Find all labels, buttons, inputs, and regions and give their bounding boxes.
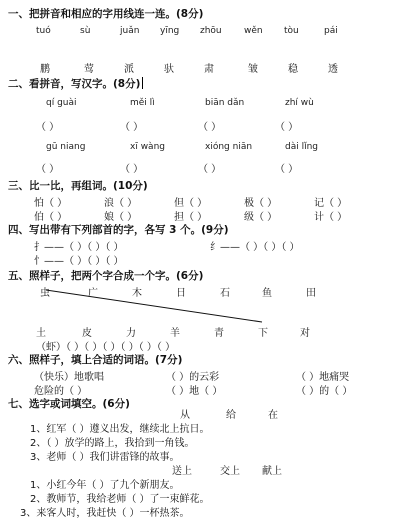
q1-pinyin: zhōu (200, 26, 222, 36)
q1-char: 肃 (204, 64, 214, 75)
q7-sentence: 2、（ ）放学的路上，我拾到一角钱。 (30, 438, 195, 449)
q4-radical-row: 纟——（ ）（ ）（ ） (210, 242, 300, 253)
q2-heading: 二、看拼音，写汉字。(8分) (8, 76, 143, 91)
q3-item: 担（ ） (174, 212, 208, 223)
q2-pinyin: zhí wù (285, 98, 314, 108)
q7-word-choice: 从 (180, 410, 190, 421)
q2-answer-box[interactable]: （ ） (275, 164, 299, 175)
q5-answers[interactable]: （虾）（ ）（ ）（ ）（ ）（ ）（ ） (36, 342, 176, 353)
q5-bottom-char: 对 (300, 328, 310, 339)
q3-item: 怕（ ） (34, 198, 68, 209)
q6-item: 危险的（ ） (34, 386, 88, 397)
q5-top-char: 广 (88, 288, 98, 299)
q5-top-char: 田 (306, 288, 316, 299)
q1-pinyin: juǎn (120, 26, 140, 36)
q3-item: 伯（ ） (34, 212, 68, 223)
q1-char: 派 (124, 64, 134, 75)
q2-answer-box[interactable]: （ ） (198, 164, 222, 175)
q7-word-choice: 在 (268, 410, 278, 421)
q5-top-char: 石 (220, 288, 230, 299)
q3-item: 浪（ ） (104, 198, 138, 209)
q1-char: 莺 (84, 64, 94, 75)
q2-answer-box[interactable]: （ ） (120, 122, 144, 133)
q7-word-choice: 给 (226, 410, 236, 421)
q3-item: 娘（ ） (104, 212, 138, 223)
q2-pinyin: xī wàng (130, 142, 165, 152)
q7-heading: 七、选字或词填空。(6分) (8, 398, 130, 410)
q5-top-char: 虫 (40, 288, 50, 299)
q1-heading: 一、把拼音和相应的字用线连一连。(8分) (8, 8, 204, 20)
q6-item: （ ）的（ ） (296, 386, 353, 397)
q3-item: 级（ ） (244, 212, 278, 223)
q4-radical-row: 扌——（ ）（ ）（ ） (34, 242, 124, 253)
q3-item: 计（ ） (314, 212, 348, 223)
q6-item: （ ）的云彩 (166, 372, 220, 383)
q3-item: 记（ ） (314, 198, 348, 209)
q5-bottom-char: 下 (258, 328, 268, 339)
q1-char: 驮 (164, 64, 174, 75)
q2-answer-box[interactable]: （ ） (198, 122, 222, 133)
q6-item: （快乐）地歌唱 (34, 372, 104, 383)
q6-heading: 六、照样子，填上合适的词语。(7分) (8, 354, 183, 366)
q2-answer-box[interactable]: （ ） (36, 164, 60, 175)
q4-radical-row: 忄——（ ）（ ）（ ） (34, 256, 124, 267)
q2-pinyin: gū niang (46, 142, 86, 152)
q5-heading: 五、照样子，把两个字合成一个字。(6分) (8, 270, 204, 282)
q3-heading: 三、比一比，再组词。(10分) (8, 180, 148, 192)
q2-pinyin: qí guài (46, 98, 77, 108)
q7-sentence: 2、教师节，我给老师（ ）了一束鲜花。 (30, 494, 210, 505)
q4-heading: 四、写出带有下列部首的字，各写 3 个。(9分) (8, 224, 229, 236)
q7-sentence: 1、红军（ ）遵义出发，继续北上抗日。 (30, 424, 210, 435)
q6-item: （ ）地（ ） (166, 386, 223, 397)
q1-pinyin: yīng (160, 26, 180, 36)
q1-pinyin: sù (80, 26, 91, 36)
q1-pinyin: pái (324, 26, 338, 36)
q1-pinyin: tòu (284, 26, 299, 36)
q1-pinyin: tuó (36, 26, 51, 36)
q5-top-char: 鱼 (262, 288, 272, 299)
q7-sentence: 3、老师（ ）我们讲雷锋的故事。 (30, 452, 180, 463)
q2-pinyin: biān dǎn (205, 98, 245, 108)
q5-bottom-char: 青 (214, 328, 224, 339)
q5-bottom-char: 力 (126, 328, 136, 339)
q1-pinyin: wěn (244, 26, 263, 36)
q2-answer-box[interactable]: （ ） (275, 122, 299, 133)
q7-word-choice: 送上 (172, 466, 192, 477)
q1-char: 鹏 (40, 64, 50, 75)
q7-sentence: 1、小红今年（ ）了九个新朋友。 (30, 480, 180, 491)
q5-bottom-char: 羊 (170, 328, 180, 339)
q3-item: 极（ ） (244, 198, 278, 209)
q2-pinyin: dài lǐng (285, 142, 319, 152)
q1-char: 透 (328, 64, 338, 75)
q7-sentence: 3、来客人时，我赶快（ ）一杯热茶。 (20, 508, 190, 519)
q5-top-char: 木 (132, 288, 142, 299)
q5-bottom-char: 土 (36, 328, 46, 339)
q6-item: （ ）地痛哭 (296, 372, 350, 383)
q3-item: 但（ ） (174, 198, 208, 209)
q1-char: 皱 (248, 64, 258, 75)
q7-word-choice: 献上 (262, 466, 282, 477)
q2-pinyin: měi lì (130, 98, 155, 108)
q2-pinyin: xióng niān (205, 142, 253, 152)
q2-answer-box[interactable]: （ ） (120, 164, 144, 175)
q7-word-choice: 交上 (220, 466, 240, 477)
q2-answer-box[interactable]: （ ） (36, 122, 60, 133)
q5-top-char: 日 (176, 288, 186, 299)
q1-char: 稳 (288, 64, 298, 75)
q5-bottom-char: 皮 (82, 328, 92, 339)
